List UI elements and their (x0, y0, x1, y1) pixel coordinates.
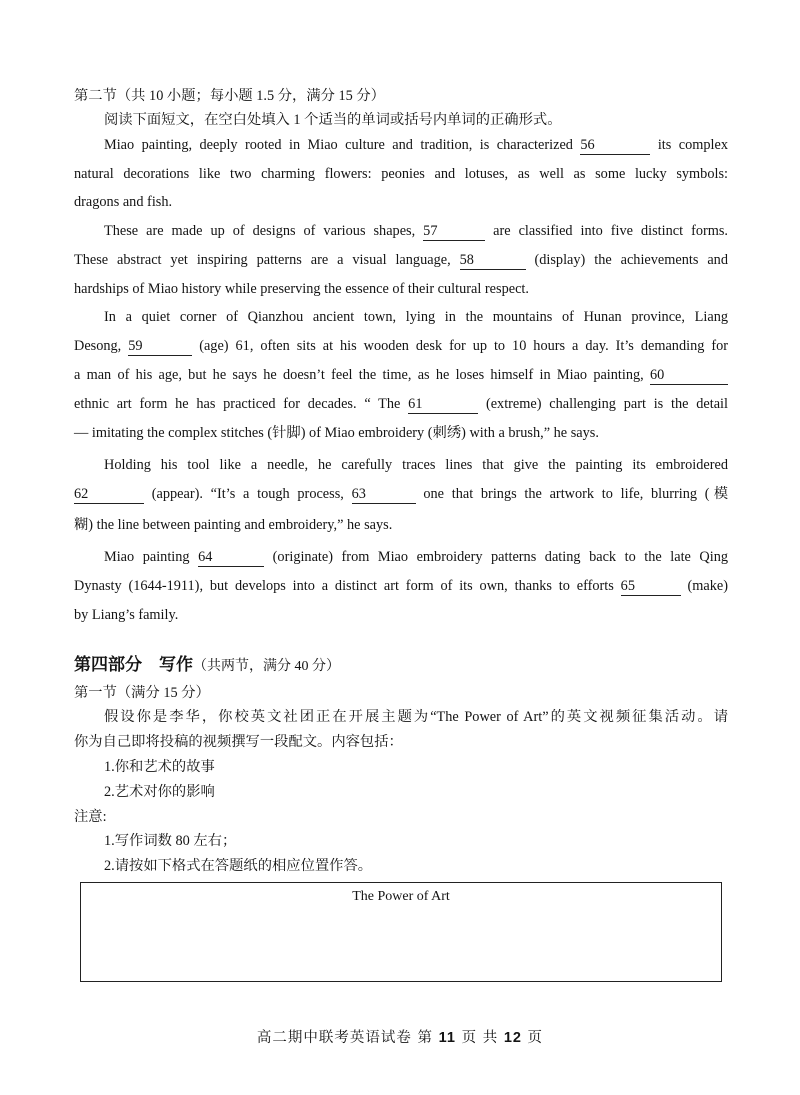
passage-line (74, 365, 728, 385)
blank-56[interactable]: 56 (580, 137, 650, 155)
blank-62[interactable]: 62 (74, 486, 144, 504)
passage-text: Desong, (74, 338, 122, 354)
answer-box-title: The Power of Art (352, 889, 450, 904)
part4-title-text: 第四部分 写作 (74, 655, 193, 675)
writing-prompt-text: 假设你是李华，你校英文社团正在开展主题为“The Power of Art”的英文视频征集活动。请 (104, 709, 728, 725)
passage-text: (originate) from Miao embroidery patterns dating back to the late Qing (272, 549, 728, 565)
passage-line: — imitating the complex stitches (针脚) of Miao embroidery (刺绣) with a brush,” he says. (74, 425, 599, 441)
note-item: 1.写作词数 80 左右； (104, 833, 237, 849)
passage-line (74, 484, 728, 504)
footer-text: 高二期中联考英语试卷 第 (256, 1030, 439, 1046)
passage-line (74, 250, 728, 270)
page-footer (0, 1026, 800, 1047)
passage-text: Dynasty (1644-1911), but develops into a distinct art form of its own, thanks to efforts (74, 578, 614, 594)
passage-line: dragons and fish. (74, 194, 173, 210)
instruction-text: 阅读下面短文，在空白处填入 1 个适当的单词或括号内单词的正确形式。 (104, 112, 562, 128)
passage-text: (appear). “It’s a tough process, (151, 486, 344, 502)
passage-line (104, 547, 728, 567)
passage-line (74, 394, 728, 414)
answer-format-box (80, 882, 722, 982)
passage-text: ethnic art form he has practiced for decades. “ The (74, 396, 401, 412)
blank-63[interactable]: 63 (352, 486, 416, 504)
passage-text: Miao painting, deeply rooted in Miao culture and tradition, is characterized (104, 137, 573, 153)
passage-line (104, 135, 728, 155)
passage-text: Miao painting (104, 549, 190, 565)
passage-text: are classified into five distinct forms. (493, 223, 728, 239)
blank-60[interactable]: 60 (650, 367, 728, 385)
part4-title-note: （共两节，满分 40 分） (193, 659, 340, 674)
blank-65[interactable]: 65 (621, 578, 681, 596)
passage-line: 糊) the line between painting and embroidery,” he says. (74, 517, 393, 533)
passage-text: In a quiet corner of Qianzhou ancient town, lying in the mountains of Hunan province, Liang (104, 309, 728, 325)
blank-57[interactable]: 57 (423, 223, 485, 241)
section-header: 第一节（满分 15 分） (74, 685, 210, 701)
passage-line (74, 336, 728, 356)
writing-prompt (104, 707, 728, 727)
passage-text: (make) (687, 578, 728, 594)
passage-line (74, 576, 728, 596)
passage-text: natural decorations like two charming flowers: peonies and lotuses, as well as some lucky symbols: (74, 166, 728, 182)
passage-text: one that brings the artwork to life, blurring (模 (423, 486, 728, 502)
blank-59[interactable]: 59 (128, 338, 192, 356)
passage-text: These are made up of designs of various shapes, (104, 223, 416, 239)
passage-text: Holding his tool like a needle, he carefully traces lines that give the painting its embroidered (104, 457, 728, 473)
passage-text: (age) 61, often sits at his wooden desk for up to 10 hours a day. It’s demanding for (199, 338, 728, 354)
part4-title (74, 654, 340, 678)
page-number: 11 (438, 1030, 456, 1046)
footer-text: 页 (521, 1030, 544, 1046)
page-total: 12 (503, 1030, 522, 1046)
passage-text: (display) the achievements and (534, 252, 728, 268)
note-label: 注意: (74, 809, 107, 825)
passage-line (104, 307, 728, 327)
passage-text: (extreme) challenging part is the detail (485, 396, 728, 412)
section-header: 第二节（共 10 小题；每小题 1.5 分，满分 15 分） (74, 88, 385, 104)
passage-line (74, 164, 728, 184)
passage-line: by Liang’s family. (74, 607, 179, 623)
writing-prompt: 你为自己即将投稿的视频撰写一段配文。内容包括： (74, 734, 403, 750)
footer-text: 页 共 (455, 1030, 504, 1046)
content-point: 2.艺术对你的影响 (104, 784, 215, 800)
content-point: 1.你和艺术的故事 (104, 759, 215, 775)
passage-text: its complex (657, 137, 728, 153)
passage-text: These abstract yet inspiring patterns are a visual language, (74, 252, 451, 268)
blank-58[interactable]: 58 (460, 252, 526, 270)
passage-line (104, 455, 728, 475)
passage-text: a man of his age, but he says he doesn’t feel the time, as he loses himself in Miao painting, (74, 367, 644, 383)
passage-line: hardships of Miao history while preserving the essence of their cultural respect. (74, 281, 529, 297)
blank-61[interactable]: 61 (408, 396, 478, 414)
note-item: 2.请按如下格式在答题纸的相应位置作答。 (104, 858, 373, 874)
passage-line (104, 221, 728, 241)
blank-64[interactable]: 64 (198, 549, 264, 567)
